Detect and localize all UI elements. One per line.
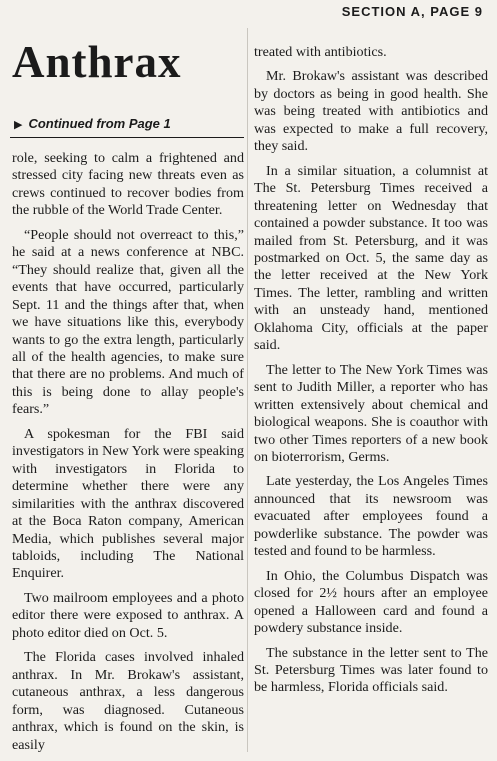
paragraph: treated with antibiotics. <box>254 44 387 60</box>
play-arrow-icon: ▶ <box>14 119 23 131</box>
paragraph: Mr. Brokaw's assistant was described by doctors as being in good health. She was being treated with antibiotics and was expected to make a full recovery, they said. <box>254 68 488 155</box>
paragraph: Late yesterday, the Los Angeles Times announced that its newsroom was evacuated after employees found a powderlike substance. The powder was tested and found to be harmless. <box>254 473 488 560</box>
column-divider <box>247 28 248 752</box>
paragraph: “People should not overreact to this,” he said at a news conference at NBC. “They should realize that, given all the events that have occurred, particularly Sept. 11 and the things after that, when we have situations like this, everybody wants to go the extra length, particularly all of the health agencies, to make sure that there are no problems. And much of this is being done to allay people's fears.” <box>12 226 244 418</box>
paragraph: A spokesman for the FBI said investigators in New York were speaking with investigators in Florida to determine whether there were any similarities with the anthrax discovered at the Boca Raton company, American Media, which publishes several major tabloids, including The National Enquirer. <box>12 425 244 582</box>
continued-line <box>14 116 171 131</box>
paragraph: The letter to The New York Times was sent to Judith Miller, a reporter who has written extensively about chemical and biological weapons. She is coauthor with two other Times reporters of a new book on bioterrorism, Germs. <box>254 361 488 465</box>
right-column <box>254 44 488 704</box>
paragraph: In Ohio, the Columbus Dispatch was closed for 2½ hours after an employee opened a Halloween card and found a powdery substance inside. <box>254 567 488 637</box>
paragraph: In a similar situation, a columnist at The St. Petersburg Times received a threatening letter on Wednesday that contained a powder substance. It too was mailed from St. Petersburg, and it was postmarked on Oct. 5, the same day as the letter received at the New York Times. The letter, rambling and written with an unsteady hand, mentioned Oklahoma City, officials at the paper said. <box>254 162 488 354</box>
paragraph: The substance in the letter sent to The St. Petersburg Times was later found to be harmless, Florida officials said. <box>254 644 488 696</box>
paragraph: The Florida cases involved inhaled anthrax. In Mr. Brokaw's assistant, cutaneous anthrax, a less dangerous form, was diagnosed. Cutaneous anthrax, which is found on the skin, is easily <box>12 649 244 753</box>
continued-label: Continued from Page 1 <box>28 116 171 131</box>
headline-rule <box>10 137 244 138</box>
headline: Anthrax <box>12 37 182 87</box>
left-column <box>12 150 244 761</box>
section-header: SECTION A, PAGE 9 <box>341 4 483 19</box>
paragraph: Two mailroom employees and a photo editor there were exposed to anthrax. A photo editor died on Oct. 5. <box>12 589 244 641</box>
paragraph: role, seeking to calm a frightened and stressed city facing new threats even as crews continued to recover bodies from the rubble of the World Trade Center. <box>12 150 244 219</box>
